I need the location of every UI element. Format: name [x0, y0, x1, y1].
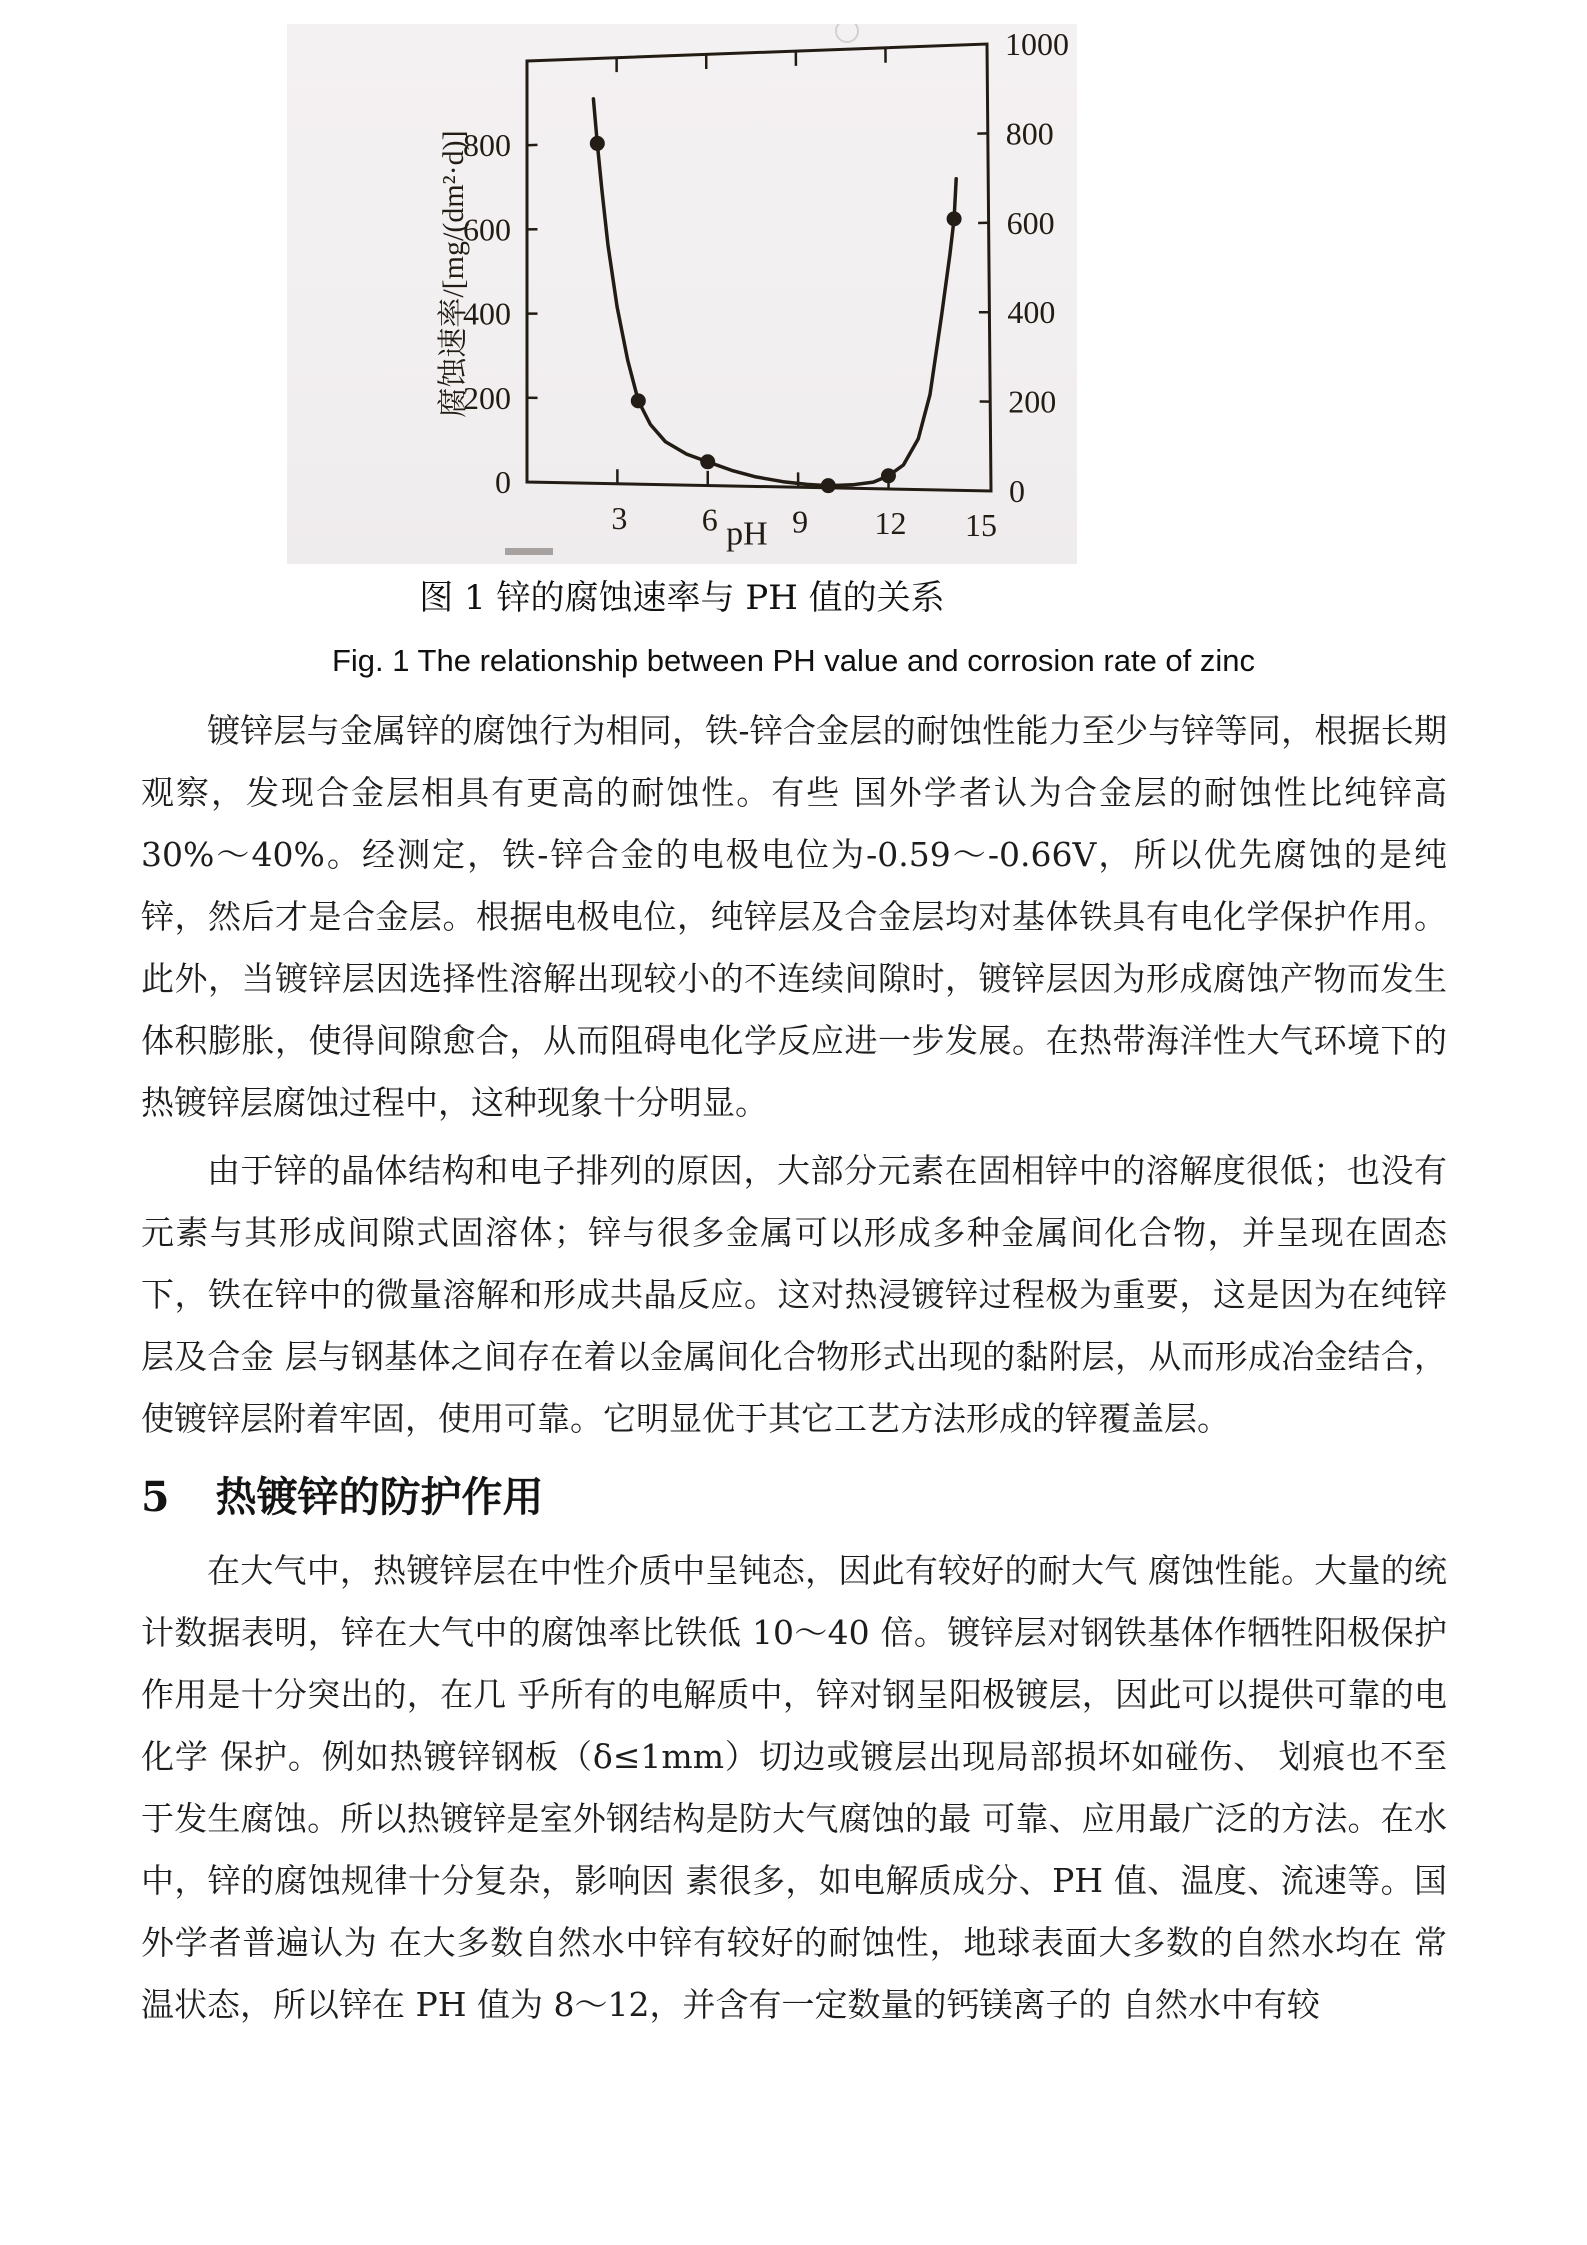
y-tick-label-right: 1000 [1005, 26, 1069, 62]
data-point [947, 212, 961, 226]
y-tick-label-right: 0 [1009, 473, 1025, 509]
x-tick-label: 15 [964, 506, 997, 543]
data-point [701, 455, 715, 469]
section-heading [141, 1468, 1447, 1526]
y-tick-label-left: 200 [463, 379, 511, 416]
y-tick-label-right: 600 [1006, 204, 1055, 241]
x-tick-label: 6 [701, 501, 718, 538]
corrosion-rate-vs-ph-chart [287, 24, 1077, 564]
y-tick-label-left: 400 [463, 295, 511, 332]
y-axis-label: 腐蚀速率/[mg/(dm²·d)] [437, 130, 470, 418]
x-tick-label: 9 [792, 503, 809, 540]
section-number: 5 [141, 1473, 170, 1521]
x-tick-label: 3 [611, 499, 628, 536]
figure-caption-zh: 图 1 锌的腐蚀速率与 PH 值的关系 [419, 578, 945, 618]
scan-artifact [505, 548, 553, 555]
data-point [821, 479, 835, 493]
data-point [590, 136, 604, 150]
y-tick-label-left: 800 [463, 127, 511, 164]
section-title: 热镀锌的防护作用 [215, 1473, 544, 1521]
paragraph-1: 镀锌层与金属锌的腐蚀行为相同，铁-锌合金层的耐蚀性能力至少与锌等同，根据长期观察，发现合金层相具有更高的耐蚀性。有些 国外学者认为合金层的耐蚀性比纯锌高 30%～40%。经测定，铁-锌合金的电极电位为-0.59～-0.66V，所以优先腐蚀的是纯锌，然后才是合金层。根据电极电位，纯锌层及合金层均对基体铁具有电化学保护作用。此外，当镀锌层因选择性溶解出现较小的不连续间隙时，镀锌层因为形成腐蚀产物而发生体积膨胀，使得间隙愈合，从而阻碍电化学反应进一步发展。在热带海洋性大气环境下的热镀锌层腐蚀过程中，这种现象十分明显。 [141, 711, 1447, 1122]
y-tick-label-right: 800 [1005, 115, 1054, 152]
corrosion-curve [593, 99, 956, 486]
scan-artifact [836, 24, 858, 42]
y-tick-label-left: 0 [495, 464, 511, 500]
x-axis-label: pH [726, 515, 768, 553]
y-tick-label-right: 200 [1008, 383, 1057, 420]
paragraph-3: 在大气中，热镀锌层在中性介质中呈钝态，因此有较好的耐大气 腐蚀性能。大量的统计数据表明，锌在大气中的腐蚀率比铁低 10～40 倍。镀锌层对钢铁基体作牺牲阳极保护作用是十分突出的，在几 乎所有的电解质中，锌对钢呈阳极镀层，因此可以提供可靠的电化学 保护。例如热镀锌钢板（δ≤1mm）切边或镀层出现局部损坏如碰伤、 划痕也不至于发生腐蚀。所以热镀锌是室外钢结构是防大气腐蚀的最 可靠、应用最广泛的方法。在水中，锌的腐蚀规律十分复杂，影响因 素很多，如电解质成分、PH 值、温度、流速等。国外学者普遍认为 在大多数自然水中锌有较好的耐蚀性，地球表面大多数的自然水均在 常温状态，所以锌在 PH 值为 8～12，并含有一定数量的钙镁离子的 自然水中有较 [141, 1551, 1447, 2024]
data-point [881, 469, 895, 483]
x-tick-label: 12 [874, 505, 907, 542]
figure-scan-image [287, 24, 1077, 564]
y-tick-label-right: 400 [1007, 294, 1056, 331]
data-point [631, 394, 645, 408]
y-tick-label-left: 600 [463, 211, 511, 248]
figure-caption-en: Fig. 1 The relationship between PH value and corrosion rate of zinc [331, 643, 1256, 678]
document-body [141, 700, 1447, 2042]
paragraph-2: 由于锌的晶体结构和电子排列的原因，大部分元素在固相锌中的溶解度很低；也没有元素与其形成间隙式固溶体；锌与很多金属可以形成多种金属间化合物，并呈现在固态下，铁在锌中的微量溶解和形成共晶反应。这对热浸镀锌过程极为重要，这是因为在纯锌层及合金 层与钢基体之间存在着以金属间化合物形式出现的黏附层，从而形成冶金结合，使镀锌层附着牢固，使用可靠。它明显优于其它工艺方法形成的锌覆盖层。 [141, 1151, 1447, 1438]
